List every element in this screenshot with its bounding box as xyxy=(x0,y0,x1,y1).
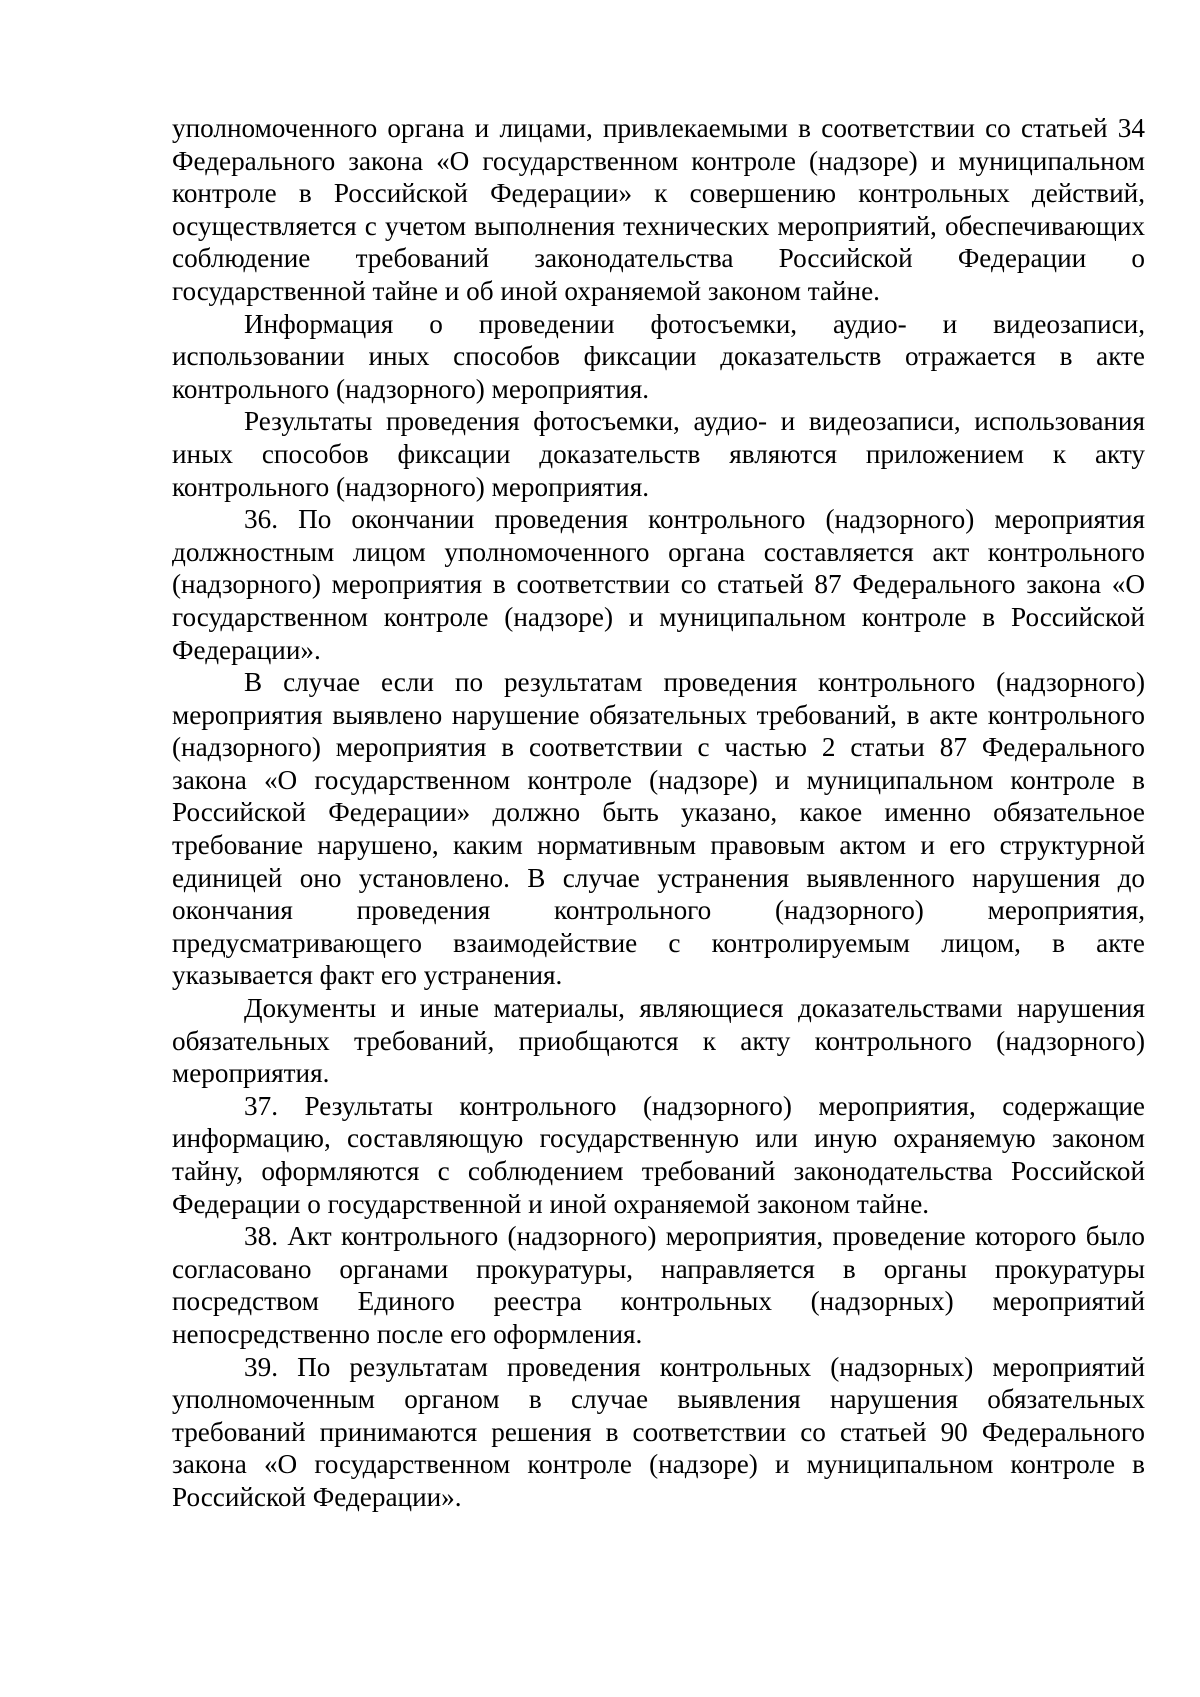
paragraph-item-36: 36. По окончании проведения контрольного (надзорного) мероприятия должностным лицом уполномоченного органа составляется акт контрольного (надзорного) мероприятия в соответствии со статьей 87 Федерального закона «О государственном контроле (надзоре) и муниципальном контроле в Российской Федерации». xyxy=(172,504,1145,665)
paragraph-item-39: 39. По результатам проведения контрольных (надзорных) мероприятий уполномоченным органом в случае выявления нарушения обязательных требований принимаются решения в соответствии со статьей 90 Федерального закона «О государственном контроле (надзоре) и муниципальном контроле в Российской Федерации». xyxy=(172,1351,1145,1512)
paragraph-continuation: уполномоченного органа и лицами, привлекаемыми в соответствии со статьей 34 Федерального закона «О государственном контроле (надзоре) и муниципальном контроле в Российской Федерации» к совершению контрольных действий, осуществляется с учетом выполнения технических мероприятий, обеспечивающих соблюдение требований законодательства Российской Федерации о государственной тайне и об иной охраняемой законом тайне. xyxy=(172,113,1145,306)
paragraph-photo-video-results: Результаты проведения фотосъемки, аудио- и видеозаписи, использования иных способов фиксации доказательств являются приложением к акту контрольного (надзорного) мероприятия. xyxy=(172,406,1145,502)
document-page xyxy=(172,112,1145,1514)
paragraph-photo-video-info: Информация о проведении фотосъемки, аудио- и видеозаписи, использовании иных способов фиксации доказательств отражается в акте контрольного (надзорного) мероприятия. xyxy=(172,308,1145,404)
paragraph-item-38: 38. Акт контрольного (надзорного) мероприятия, проведение которого было согласовано органами прокуратуры, направляется в органы прокуратуры посредством Единого реестра контрольных (надзорных) мероприятий непосредственно после его оформления. xyxy=(172,1221,1145,1349)
paragraph-evidence-documents: Документы и иные материалы, являющиеся доказательствами нарушения обязательных требований, приобщаются к акту контрольного (надзорного) мероприятия. xyxy=(172,993,1145,1089)
paragraph-item-37: 37. Результаты контрольного (надзорного) мероприятия, содержащие информацию, составляющую государственную или иную охраняемую законом тайну, оформляются с соблюдением требований законодательства Российской Федерации о государственной и иной охраняемой законом тайне. xyxy=(172,1090,1145,1219)
paragraph-violation-case: В случае если по результатам проведения контрольного (надзорного) мероприятия выявлено нарушение обязательных требований, в акте контрольного (надзорного) мероприятия в соответствии с частью 2 статьи 87 Федерального закона «О государственном контроле (надзоре) и муниципальном контроле в Российской Федерации» должно быть указано, какое именно обязательное требование нарушено, каким нормативным правовым актом и его структурной единицей оно установлено. В случае устранения выявленного нарушения до окончания проведения контрольного (надзорного) мероприятия, предусматривающего взаимодействие с контролируемым лицом, в акте указывается факт его устранения. xyxy=(172,667,1145,991)
